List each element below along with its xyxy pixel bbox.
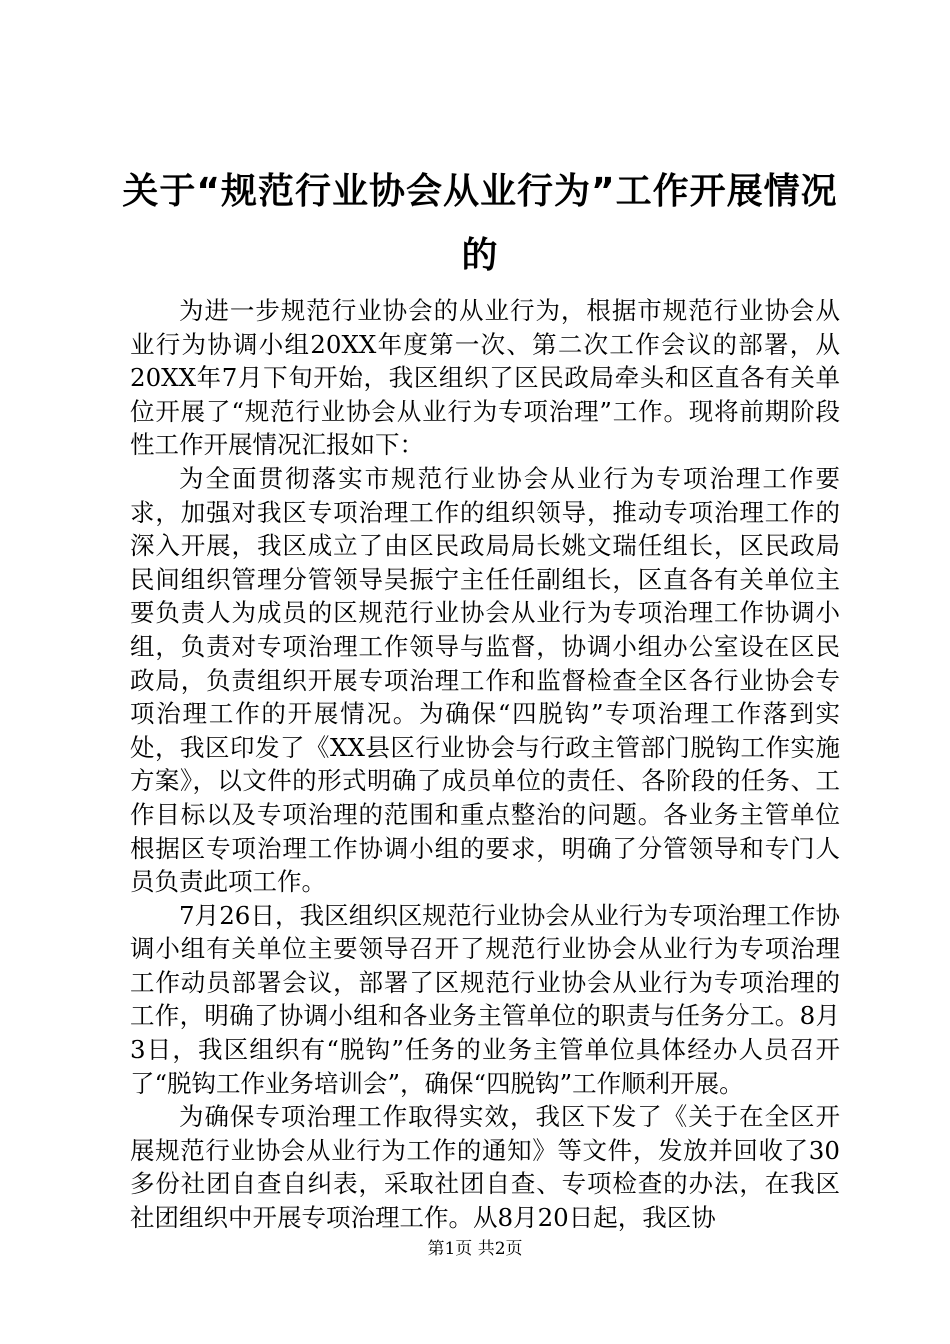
document-body [130, 294, 840, 1235]
paragraph-meeting: 7月26日，我区组织区规范行业协会从业行为专项治理工作协调小组有关单位主要领导召开了规范行业协会从业行为专项治理工作动员部署会议，部署了区规范行业协会从业行为专项治理的工作，明确了协调小组和各业务主管单位的职责与任务分工。8月3日，我区组织有“脱钩”任务的业务主管单位具体经办人员召开了“脱钩工作业务培训会”，确保“四脱钩”工作顺利开展。 [130, 900, 840, 1098]
paragraph-intro: 为进一步规范行业协会的从业行为，根据市规范行业协会从业行为协调小组20XX年度第一次、第二次工作会议的部署，从20XX年7月下旬开始，我区组织了区民政局牵头和区直各有关单位开展了“规范行业协会从业行为专项治理”工作。现将前期阶段性工作开展情况汇报如下： [130, 296, 840, 460]
paragraph-organization: 为全面贯彻落实市规范行业协会从业行为专项治理工作要求，加强对我区专项治理工作的组织领导，推动专项治理工作的深入开展，我区成立了由区民政局局长姚文瑞任组长，区民政局民间组织管理分管领导吴振宁主任任副组长，区直各有关单位主要负责人为成员的区规范行业协会从业行为专项治理工作协调小组，负责对专项治理工作领导与监督，协调小组办公室设在区民政局，负责组织开展专项治理工作和监督检查全区各行业协会专项治理工作的开展情况。为确保“四脱钩”专项治理工作落到实处，我区印发了《XX县区行业协会与行政主管部门脱钩工作实施方案》，以文件的形式明确了成员单位的责任、各阶段的任务、工作目标以及专项治理的范围和重点整治的问题。各业务主管单位根据区专项治理工作协调小组的要求，明确了分管领导和专门人员负责此项工作。 [130, 463, 840, 897]
document-title [120, 160, 840, 288]
title-line-2: 的 [461, 235, 499, 276]
paragraph-implementation: 为确保专项治理工作取得实效，我区下发了《关于在全区开展规范行业协会从业行为工作的通知》等文件，发放并回收了30多份社团自查自纠表，采取社团自查、专项检查的办法，在我区社团组织中开展专项治理工作。从8月20日起，我区协 [130, 1102, 840, 1233]
page-number-footer: 第1页 共2页 [427, 1239, 523, 1259]
title-line-1: 关于“规范行业协会从业行为”工作开展情况 [122, 171, 838, 212]
